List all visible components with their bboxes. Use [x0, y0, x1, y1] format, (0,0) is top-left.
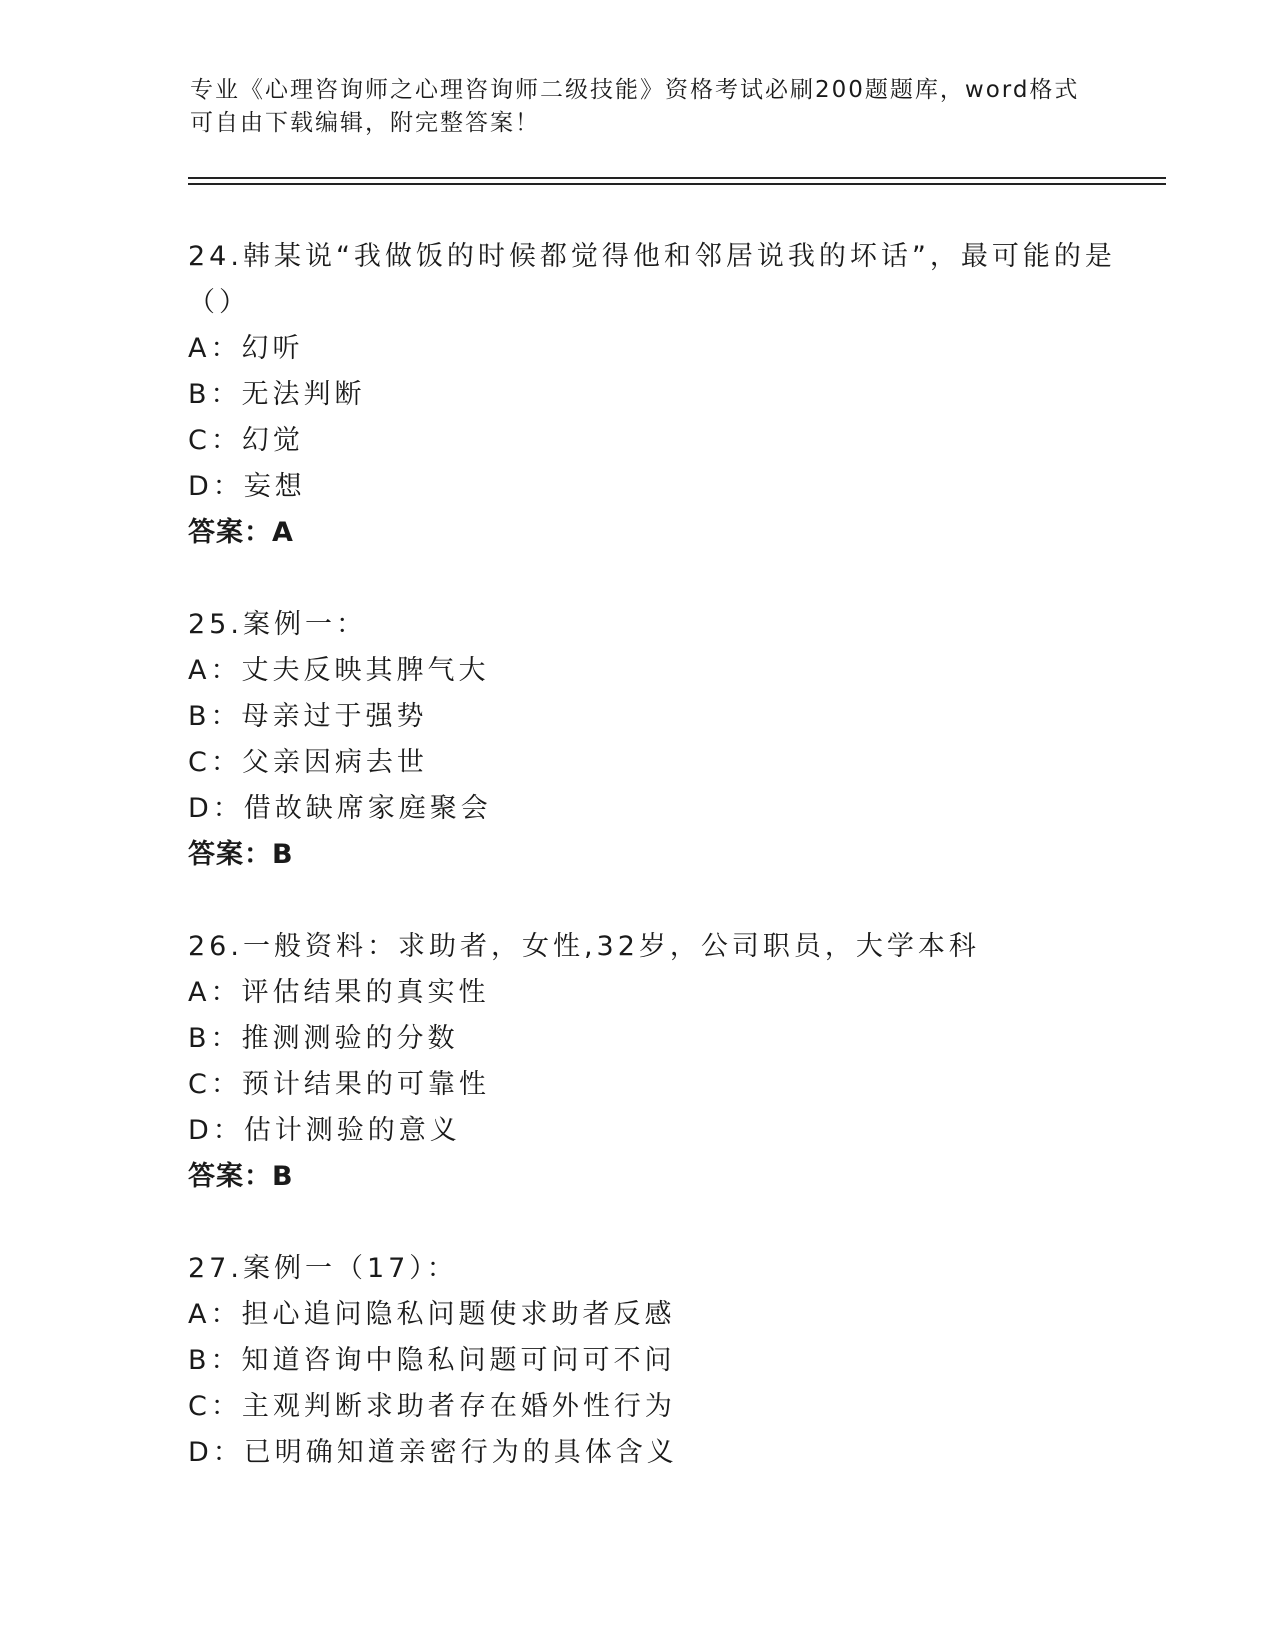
- option-d: D：已明确知道亲密行为的具体含义: [188, 1437, 678, 1468]
- header-divider-bottom: [188, 183, 1166, 185]
- option-a: A：担心追问隐私问题使求助者反感: [188, 1299, 676, 1330]
- option-a: A：幻听: [188, 333, 304, 364]
- option-c: C：主观判断求助者存在婚外性行为: [188, 1391, 676, 1422]
- option-d: D：借故缺席家庭聚会: [188, 793, 492, 824]
- answer-label: 答案：B: [188, 839, 294, 870]
- question-stem: 25.案例一：: [188, 609, 367, 640]
- answer-label: 答案：A: [188, 517, 294, 548]
- option-c: C：父亲因病去世: [188, 747, 428, 778]
- question-stem: 26.一般资料：求助者，女性,32岁，公司职员，大学本科: [188, 931, 980, 962]
- answer-label: 答案：B: [188, 1161, 294, 1192]
- option-b: B：推测测验的分数: [188, 1023, 459, 1054]
- option-a: A：评估结果的真实性: [188, 977, 490, 1008]
- option-b: B：母亲过于强势: [188, 701, 428, 732]
- question-stem: 27.案例一（17）：: [188, 1253, 458, 1284]
- option-d: D：估计测验的意义: [188, 1115, 461, 1146]
- question-stem-continued: （）: [188, 287, 250, 318]
- option-b: B：知道咨询中隐私问题可问可不问: [188, 1345, 676, 1376]
- option-c: C：幻觉: [188, 425, 304, 456]
- question-26: [188, 924, 1128, 1200]
- header-line-1: 专业《心理咨询师之心理咨询师二级技能》资格考试必刷200题题库，word格式: [190, 77, 1080, 103]
- question-list: [188, 234, 1128, 1522]
- option-a: A：丈夫反映其脾气大: [188, 655, 490, 686]
- header-divider-top: [188, 177, 1166, 179]
- question-stem: 24.韩某说“我做饭的时候都觉得他和邻居说我的坏话”，最可能的是: [188, 241, 1116, 272]
- document-header: [190, 74, 1090, 140]
- question-27: [188, 1246, 1128, 1476]
- header-line-2: 可自由下载编辑，附完整答案！: [190, 110, 540, 136]
- option-d: D：妄想: [188, 471, 306, 502]
- option-b: B：无法判断: [188, 379, 366, 410]
- question-25: [188, 602, 1128, 878]
- option-c: C：预计结果的可靠性: [188, 1069, 490, 1100]
- question-24: [188, 234, 1128, 556]
